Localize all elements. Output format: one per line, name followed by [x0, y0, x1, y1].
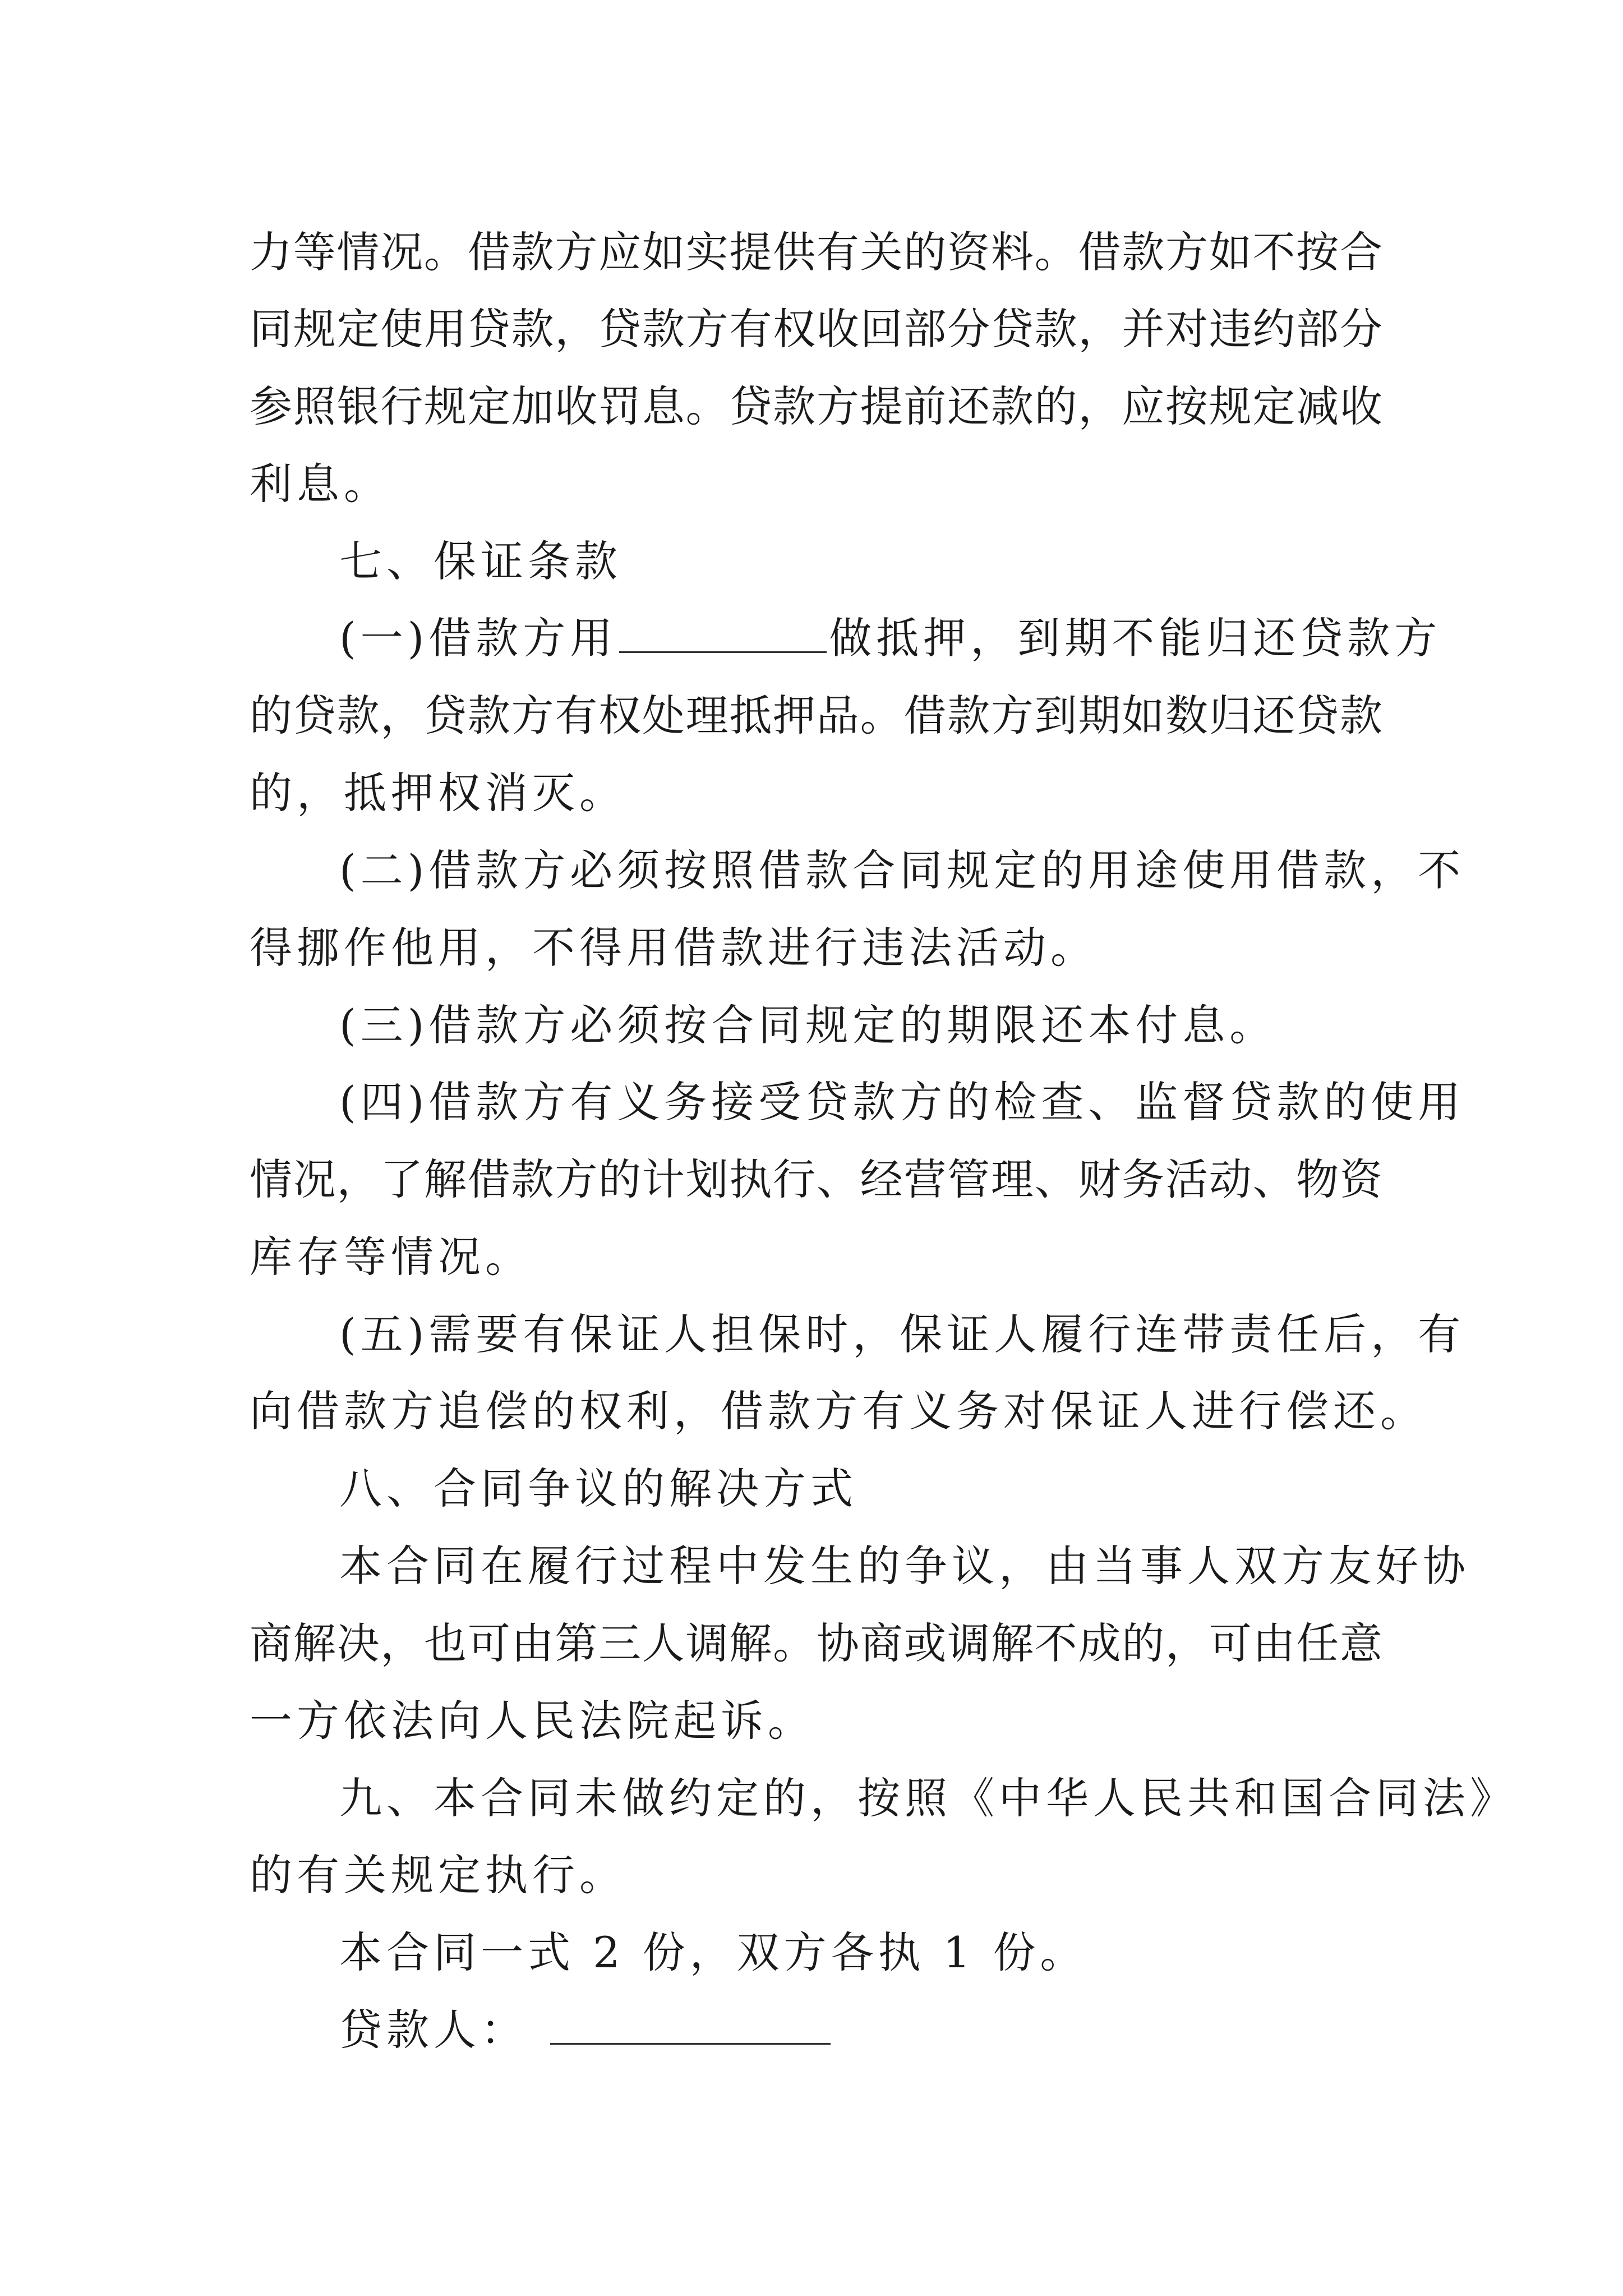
lender-label: 贷款人：: [339, 2005, 528, 2055]
paragraph-line: 得挪作他用，不得用借款进行违法活动。: [250, 923, 1098, 973]
clause-1-line: [339, 605, 1441, 672]
paragraph-line: 力等情况。借款方应如实提供有关的资料。借款方如不按合: [250, 227, 1382, 277]
paragraph-line: 利息。: [250, 459, 391, 509]
section-heading-8: 八、合同争议的解决方式: [339, 1464, 857, 1513]
lender-name-blank-field[interactable]: [550, 2004, 831, 2045]
paragraph-line: 的贷款，贷款方有权处理抵押品。借款方到期如数归还贷款: [250, 691, 1382, 740]
clause-3-line: (三)借款方必须按合同规定的期限还本付息。: [339, 1000, 1277, 1050]
clause-1-end: 做抵押，到期不能归还贷款方: [829, 613, 1442, 663]
paragraph-line: 情况，了解借款方的计划执行、经营管理、财务活动、物资: [250, 1154, 1382, 1204]
copies-statement: 本合同一式 2 份，双方各执 1 份。: [339, 1927, 1087, 1977]
clause-4-line: (四)借款方有义务接受贷款方的检查、监督贷款的使用: [339, 1077, 1465, 1127]
clause-1-start: (一)借款方用: [339, 613, 617, 663]
paragraph-line: 库存等情况。: [250, 1232, 532, 1282]
paragraph-line: 的，抵押权消灭。: [250, 768, 626, 818]
paragraph-line: 一方依法向人民法院起诉。: [250, 1696, 815, 1746]
paragraph-line: 同规定使用贷款，贷款方有权收回部分贷款，并对违约部分: [250, 304, 1382, 354]
dispute-paragraph-line: 本合同在履行过程中发生的争议，由当事人双方友好协: [339, 1541, 1470, 1591]
section-heading-9: 九、本合同未做约定的，按照《中华人民共和国合同法》: [339, 1773, 1517, 1823]
lender-signature-line: [339, 1996, 831, 2064]
section-heading-7: 七、保证条款: [339, 536, 622, 586]
clause-5-line: (五)需要有保证人担保时，保证人履行连带责任后，有: [339, 1309, 1465, 1359]
paragraph-line: 向借款方追偿的权利，借款方有义务对保证人进行偿还。: [250, 1386, 1427, 1436]
paragraph-line: 商解决，也可由第三人调解。协商或调解不成的，可由任意: [250, 1618, 1382, 1668]
paragraph-line: 参照银行规定加收罚息。贷款方提前还款的，应按规定减收: [250, 381, 1382, 431]
clause-2-line: (二)借款方必须按照借款合同规定的用途使用借款，不: [339, 845, 1465, 895]
collateral-blank-field[interactable]: [619, 612, 827, 653]
paragraph-line: 的有关规定执行。: [250, 1850, 626, 1900]
